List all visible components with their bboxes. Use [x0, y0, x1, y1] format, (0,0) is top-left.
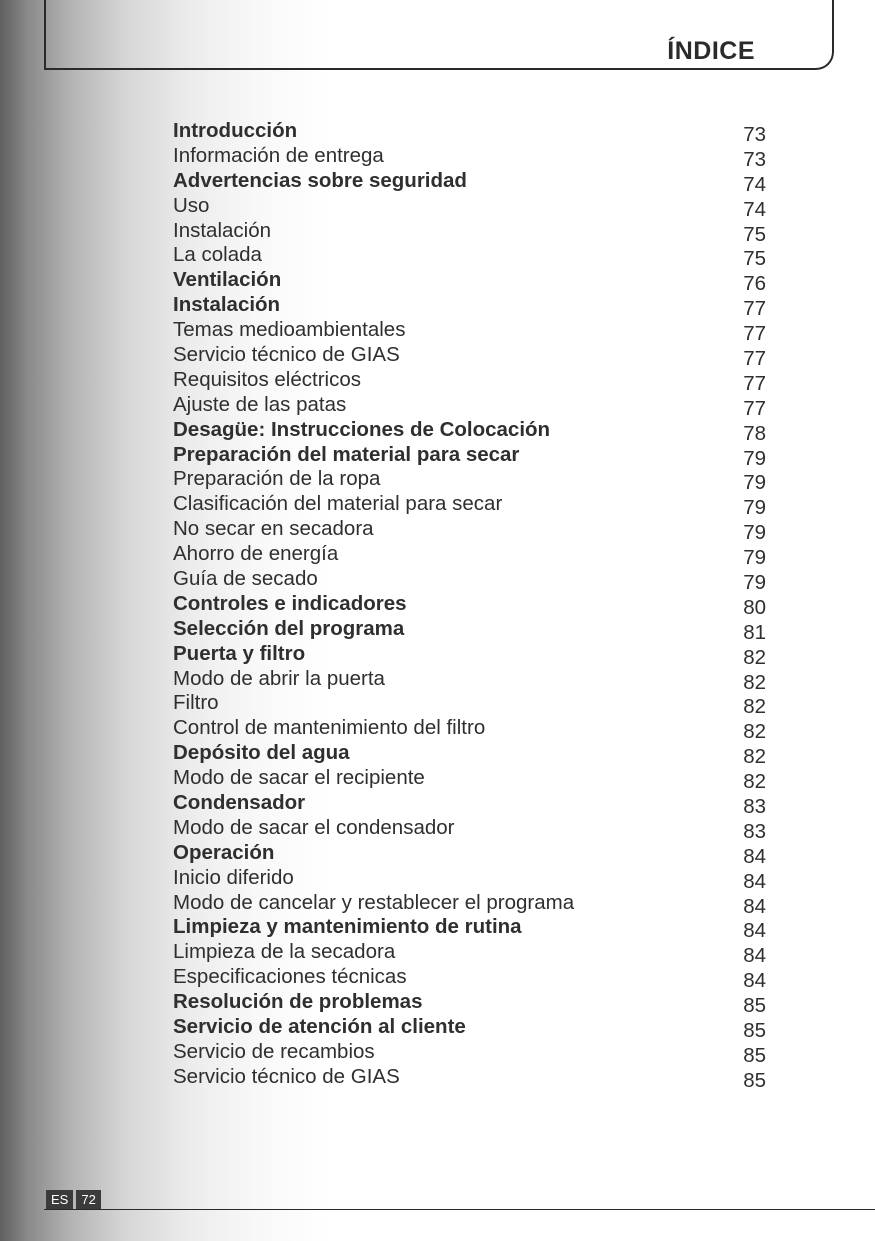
toc-section: [173, 268, 766, 296]
toc-entry-label: Especificaciones técnicas: [173, 965, 407, 989]
toc-entry-label: Puerta y filtro: [173, 641, 306, 665]
toc-entry-label: No secar en secadora: [173, 517, 374, 541]
toc-subsection: [173, 667, 766, 692]
toc-entry-page: 79: [743, 471, 766, 495]
toc-subsection: [173, 368, 766, 393]
toc-entry-label: Uso: [173, 193, 210, 217]
toc-entry-page: 76: [743, 272, 766, 296]
toc-section: [173, 617, 766, 642]
toc-entry-page: 84: [743, 919, 766, 943]
toc-entry-page: 80: [743, 595, 766, 619]
toc-entry-label: Limpieza y mantenimiento de rutina: [173, 915, 522, 939]
toc-entry-page: 84: [743, 969, 766, 993]
toc-entry-page: 78: [743, 421, 766, 445]
toc-entry-label: Instalación: [173, 293, 281, 317]
toc-subsection: [173, 567, 766, 595]
toc-subsection: [173, 866, 766, 891]
toc-subsection: [173, 492, 766, 520]
toc-entry-label: Filtro: [173, 691, 219, 715]
toc-entry-page: 84: [743, 844, 766, 868]
toc-entry-page: 85: [743, 994, 766, 1018]
toc-entry-page: 79: [743, 521, 766, 545]
toc-subsection: [173, 517, 766, 545]
toc-entry-page: 84: [743, 869, 766, 893]
toc-entry-label: Ajuste de las patas: [173, 392, 347, 416]
toc-entry-page: 82: [743, 770, 766, 794]
toc-entry-page: 82: [743, 645, 766, 669]
toc-entry-page: 79: [743, 446, 766, 470]
footer-page-tag: [46, 1190, 101, 1209]
toc-entry-label: Servicio técnico de GIAS: [173, 1064, 400, 1088]
toc-section: [173, 916, 766, 941]
toc-section: [173, 990, 766, 1018]
toc-entry-page: 81: [743, 620, 766, 644]
toc-entry-label: Modo de cancelar y restablecer el programa: [173, 890, 575, 914]
toc-section: [173, 841, 766, 866]
toc-entry-page: 82: [743, 745, 766, 769]
toc-entry-label: Servicio de recambios: [173, 1039, 375, 1063]
toc-entry-label: Ventilación: [173, 268, 282, 292]
toc-entry-label: Resolución de problemas: [173, 990, 423, 1014]
toc-subsection: [173, 393, 766, 418]
toc-subsection: [173, 766, 766, 794]
toc-entry-label: Depósito del agua: [173, 741, 350, 765]
toc-entry-label: Control de mantenimiento del filtro: [173, 716, 486, 740]
toc-subsection: [173, 194, 766, 219]
toc-entry-label: Modo de abrir la puerta: [173, 666, 385, 690]
toc-entry-page: 83: [743, 795, 766, 819]
toc-entry-page: 77: [743, 297, 766, 321]
toc-entry-page: 73: [743, 122, 766, 146]
toc-entry-label: Selección del programa: [173, 616, 405, 640]
toc-subsection: [173, 716, 766, 744]
toc-section: [173, 741, 766, 769]
toc-entry-label: Inicio diferido: [173, 865, 294, 889]
toc-entry-label: Preparación del material para secar: [173, 442, 520, 466]
toc-entry-page: 85: [743, 1068, 766, 1092]
toc-entry-label: Temas medioambientales: [173, 318, 406, 342]
toc-entry-label: Modo de sacar el condensador: [173, 815, 455, 839]
toc-entry-page: 82: [743, 670, 766, 694]
toc-entry-label: Guía de secado: [173, 567, 318, 591]
toc-subsection: [173, 467, 766, 495]
toc-subsection: [173, 542, 766, 570]
toc-entry-page: 73: [743, 147, 766, 171]
toc-entry-page: 85: [743, 1019, 766, 1043]
toc-entry-page: 82: [743, 720, 766, 744]
toc-entry-page: 77: [743, 371, 766, 395]
toc-entry-label: Operación: [173, 840, 275, 864]
toc-entry-label: Advertencias sobre seguridad: [173, 168, 467, 192]
toc-section: [173, 592, 766, 617]
toc-entry-label: Preparación de la ropa: [173, 467, 381, 491]
toc-section: [173, 443, 766, 468]
toc-subsection: [173, 1040, 766, 1065]
toc-entry-page: 77: [743, 347, 766, 370]
toc-entry-page: 83: [743, 819, 766, 843]
toc-entry-label: Servicio de atención al cliente: [173, 1015, 466, 1039]
toc-section: [173, 293, 766, 321]
toc-subsection: [173, 318, 766, 346]
toc-entry-label: Requisitos eléctricos: [173, 367, 361, 391]
table-of-contents: [173, 119, 766, 1090]
toc-entry-label: Modo de sacar el recipiente: [173, 766, 425, 790]
toc-entry-page: 77: [743, 322, 766, 346]
toc-subsection: [173, 243, 766, 271]
toc-subsection: [173, 219, 766, 244]
page-number: 72: [76, 1190, 100, 1209]
toc-entry-label: Controles e indicadores: [173, 591, 407, 615]
toc-subsection: [173, 691, 766, 719]
toc-subsection: [173, 144, 766, 169]
toc-subsection: [173, 816, 766, 841]
language-code: ES: [46, 1190, 73, 1209]
toc-section: [173, 1015, 766, 1043]
toc-entry-page: 82: [743, 695, 766, 719]
toc-section: [173, 791, 766, 819]
toc-entry-page: 74: [743, 197, 766, 221]
toc-entry-page: 77: [743, 396, 766, 420]
toc-entry-label: Ahorro de energía: [173, 542, 339, 566]
toc-subsection: [173, 940, 766, 968]
toc-entry-page: 84: [743, 894, 766, 918]
toc-entry-label: Limpieza de la secadora: [173, 940, 396, 964]
toc-subsection: [173, 1065, 766, 1090]
toc-entry-label: La colada: [173, 243, 262, 267]
toc-entry-label: Instalación: [173, 218, 272, 242]
toc-entry-page: 75: [743, 222, 766, 246]
toc-entry-page: 79: [743, 496, 766, 520]
toc-subsection: [173, 891, 766, 916]
toc-entry-page: 79: [743, 546, 766, 570]
toc-section: [173, 642, 766, 667]
toc-entry-page: 85: [743, 1043, 766, 1067]
toc-entry-label: Clasificación del material para secar: [173, 492, 503, 516]
toc-entry-label: Introducción: [173, 118, 298, 142]
toc-entry-label: Desagüe: Instrucciones de Colocación: [173, 417, 551, 441]
toc-entry-label: Información de entrega: [173, 143, 384, 167]
toc-entry-page: 74: [743, 172, 766, 196]
toc-subsection: [173, 343, 766, 368]
toc-section: [173, 418, 766, 443]
toc-entry-page: 84: [743, 944, 766, 968]
page-title: ÍNDICE: [667, 37, 755, 65]
toc-entry-label: Condensador: [173, 791, 306, 815]
toc-entry-page: 75: [743, 247, 766, 271]
footer-divider: [44, 1209, 875, 1210]
toc-section: [173, 169, 766, 194]
toc-section: [173, 119, 766, 144]
toc-subsection: [173, 965, 766, 993]
toc-entry-page: 79: [743, 571, 766, 595]
toc-entry-label: Servicio técnico de GIAS: [173, 343, 400, 366]
